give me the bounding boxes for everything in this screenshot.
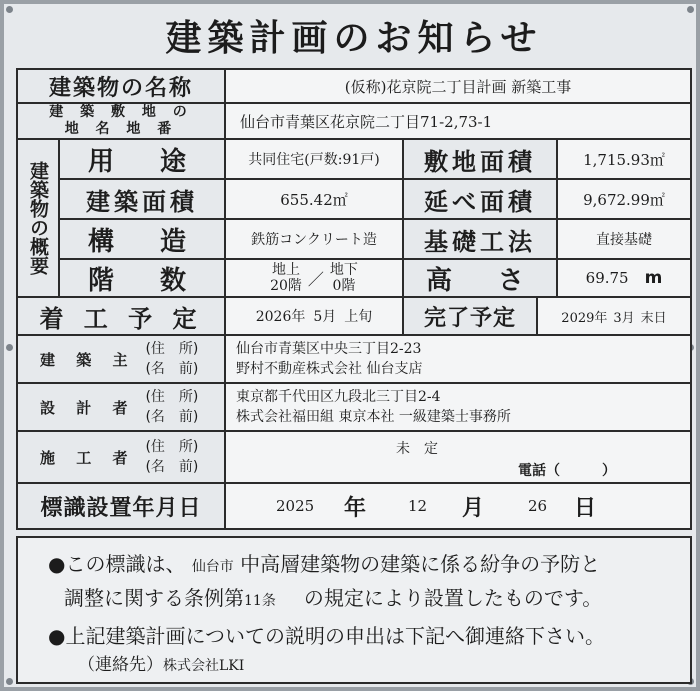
structure-value: 鉄筋コンクリート造: [224, 218, 404, 260]
bolt-icon: [6, 6, 13, 13]
installed-day-unit: 日: [574, 495, 597, 521]
floors-below-label: 地下: [329, 262, 358, 278]
contractor-value-cell: [224, 430, 692, 484]
building-name-value: (仮称)花京院二丁目計画 新築工事: [224, 68, 692, 104]
start-year: 2026年: [255, 309, 306, 325]
foundation-value: 直接基礎: [556, 218, 692, 260]
foundation-label: 基礎工法: [402, 218, 558, 260]
height-label: 高 さ: [402, 258, 558, 298]
designer-value: [224, 382, 692, 432]
notice-line-1: [48, 548, 600, 577]
floors-above-label: 地上: [271, 262, 300, 278]
floors-separator: ／: [307, 269, 324, 289]
site-area-label: 敷地面積: [402, 138, 558, 180]
designer-address-label: (住 所): [145, 389, 199, 405]
info-table: [16, 68, 692, 534]
building-area-label: 建築面積: [58, 178, 226, 220]
building-area-value: 655.42㎡: [224, 178, 404, 220]
notice-text: 中高層建築物の建築に係る紛争の予防と: [240, 552, 601, 576]
contractor-phone: 電話（ ）: [518, 463, 616, 479]
notice-panel: [16, 536, 692, 684]
completion-year: 2029年: [561, 310, 608, 326]
client-label: 建 築 主: [40, 350, 136, 369]
completion-label: 完了予定: [402, 296, 538, 336]
installed-day: 26: [528, 497, 548, 515]
notice-bullet-icon: ●: [48, 624, 66, 648]
structure-label: 構 造: [58, 218, 226, 260]
designer-name: 株式会社福田組 東京本社 一級建築士事務所: [236, 409, 511, 425]
installed-month-unit: 月: [462, 495, 485, 521]
floor-area-label: 延べ面積: [402, 178, 558, 220]
contractor-label: 施 工 者: [40, 448, 136, 467]
use-label: 用 途: [58, 138, 226, 180]
contractor-value: 未 定: [396, 441, 438, 457]
designer-address: 東京都千代田区九段北三丁目2-4: [236, 389, 441, 405]
completion-value: [536, 296, 692, 336]
installed-month: 12: [408, 497, 428, 515]
height-value-cell: [556, 258, 692, 298]
completion-month: 3月: [613, 310, 635, 326]
notice-line-2: [64, 582, 602, 611]
installed-year-unit: 年: [344, 495, 367, 521]
installed-value: [224, 482, 692, 530]
bolt-icon: [6, 678, 13, 685]
notice-article: 11条: [244, 593, 276, 609]
client-address-label: (住 所): [145, 341, 199, 357]
floors-above-value: 20階: [270, 278, 302, 294]
height-value: 69.75: [585, 269, 629, 287]
site-address-value: 仙台市青葉区花京院二丁目71-2,73-1: [224, 102, 692, 140]
start-value: [224, 296, 404, 336]
contractor-address-label: (住 所): [145, 439, 199, 455]
floors-value: [224, 258, 404, 298]
installed-label: 標識設置年月日: [16, 482, 226, 530]
site-address-label-line1: 建 築 敷 地 の: [49, 104, 193, 120]
client-name: 野村不動産株式会社 仙台支店: [236, 361, 423, 377]
site-address-label-line2: 地 名 地 番: [64, 121, 178, 137]
floors-below-value: 0階: [332, 278, 356, 294]
notice-text: この標識は、: [65, 552, 186, 576]
designer-label: 設 計 者: [40, 398, 136, 417]
contractor-label-cell: [16, 430, 226, 484]
client-label-cell: [16, 334, 226, 384]
start-month: 5月: [313, 309, 337, 325]
bolt-icon: [6, 344, 13, 351]
notice-text: 上記建築計画についての説明の申出は下記へ御連絡下さい。: [65, 624, 606, 648]
site-area-value: 1,715.93㎡: [556, 138, 692, 180]
height-unit: m: [644, 268, 663, 288]
overview-group-label: 建築物の概要: [16, 138, 60, 298]
contact-label: （連絡先）: [78, 655, 163, 675]
start-period: 上旬: [344, 309, 373, 325]
client-value: [224, 334, 692, 384]
notice-line-3: [48, 620, 605, 649]
client-name-label: (名 前): [145, 361, 199, 377]
notice-city: 仙台市: [191, 559, 234, 575]
building-name-label: 建築物の名称: [16, 68, 226, 104]
site-address-label: [16, 102, 226, 140]
contact-value: 株式会社LKI: [163, 658, 245, 674]
completion-period: 末日: [640, 310, 667, 326]
notice-contact: [78, 650, 244, 675]
start-label: 着 工 予 定: [16, 296, 226, 336]
contractor-name-label: (名 前): [145, 459, 199, 475]
bolt-icon: [687, 6, 694, 13]
floors-label: 階 数: [58, 258, 226, 298]
designer-label-cell: [16, 382, 226, 432]
notice-bullet-icon: ●: [48, 552, 66, 576]
sign-title: 建築計画のお知らせ: [165, 18, 543, 59]
notice-text: 調整に関する条例第: [64, 586, 244, 610]
notice-text: の規定により設置したものです。: [303, 586, 603, 610]
designer-name-label: (名 前): [145, 409, 199, 425]
installed-year: 2025: [276, 497, 315, 515]
client-address: 仙台市青葉区中央三丁目2-23: [236, 341, 422, 357]
use-value: 共同住宅(戸数:91戸): [224, 138, 404, 180]
floor-area-value: 9,672.99㎡: [556, 178, 692, 220]
